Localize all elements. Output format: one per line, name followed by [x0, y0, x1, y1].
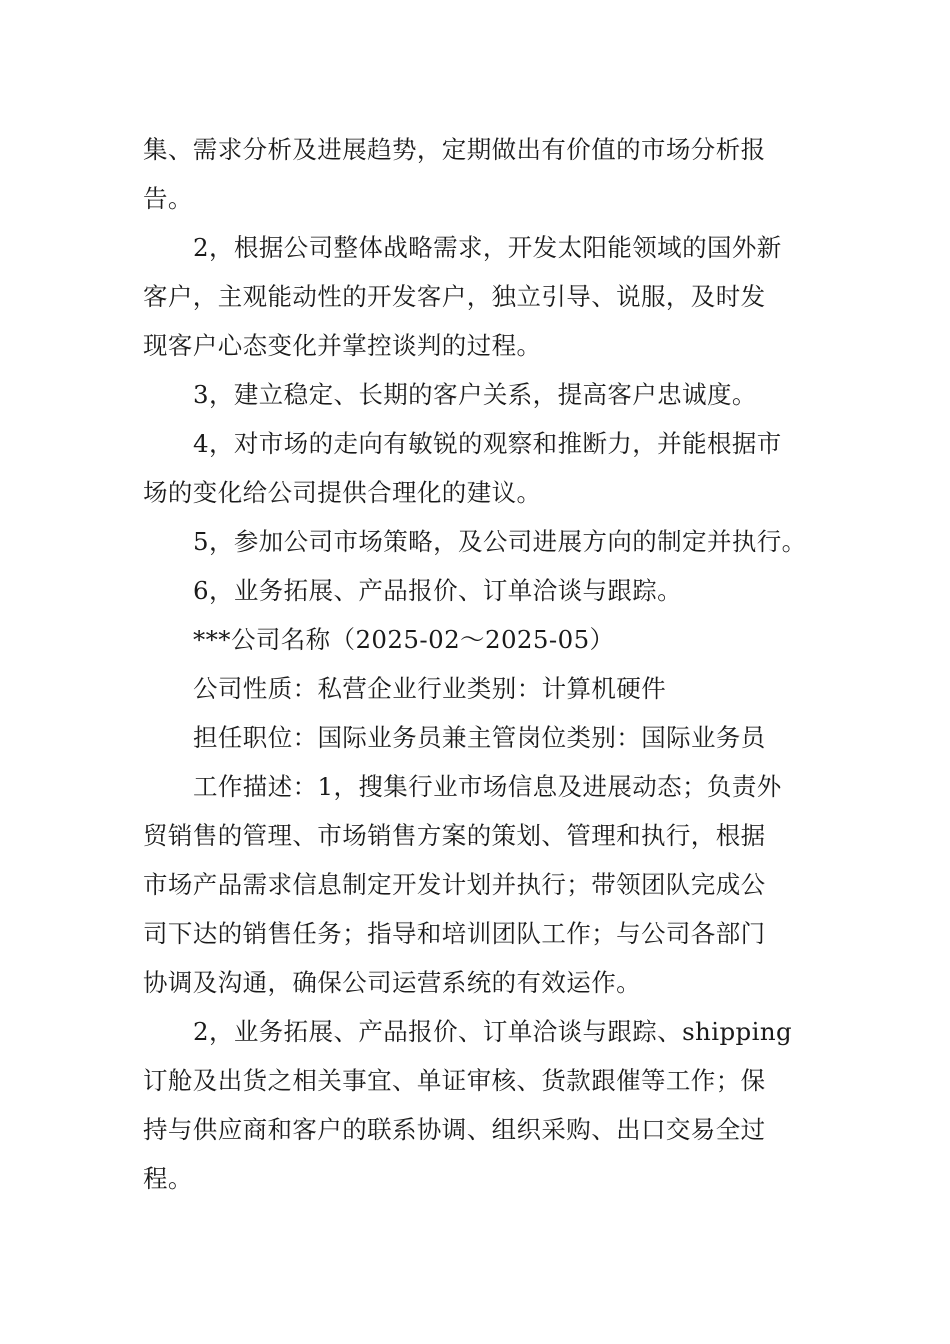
job-description-item-2 [143, 1007, 807, 1203]
text-line: 贸销售的管理、市场销售方案的策划、管理和执行，根据 [143, 821, 766, 850]
document-body [143, 125, 807, 1203]
text-line: 集、需求分析及进展趋势，定期做出有价值的市场分析报 [143, 135, 766, 164]
company-heading [143, 615, 807, 664]
text-line: 现客户心态变化并掌控谈判的过程。 [143, 331, 542, 360]
paragraph-item-3 [143, 370, 807, 419]
text-line: 5，参加公司市场策略，及公司进展方向的制定并执行。 [193, 527, 807, 556]
text-line: 工作描述：1，搜集行业市场信息及进展动态；负责外 [193, 772, 782, 801]
paragraph-item-4 [143, 419, 807, 517]
text-line: 告。 [143, 184, 193, 213]
paragraph-item-5 [143, 517, 807, 566]
text-line: 协调及沟通，确保公司运营系统的有效运作。 [143, 968, 641, 997]
text-line: 客户，主观能动性的开发客户，独立引导、说服，及时发 [143, 282, 766, 311]
text-line: 场的变化给公司提供合理化的建议。 [143, 478, 542, 507]
text-line: 订舱及出货之相关事宜、单证审核、货款跟催等工作；保 [143, 1066, 766, 1095]
text-line: 司下达的销售任务；指导和培训团队工作；与公司各部门 [143, 919, 766, 948]
text-line: 2，业务拓展、产品报价、订单洽谈与跟踪、shipping [193, 1017, 793, 1046]
paragraph-item-6 [143, 566, 807, 615]
text-line: 2，根据公司整体战略需求，开发太阳能领域的国外新 [193, 233, 782, 262]
text-line: 3，建立稳定、长期的客户关系，提高客户忠诚度。 [193, 380, 757, 409]
text-line: 市场产品需求信息制定开发计划并执行；带领团队完成公 [143, 870, 766, 899]
text-line: 程。 [143, 1164, 193, 1193]
text-line: 6，业务拓展、产品报价、订单洽谈与跟踪。 [193, 576, 683, 605]
paragraph-continuation [143, 125, 807, 223]
job-position [143, 713, 807, 762]
text-line: ***公司名称（2025-02～2025-05） [193, 625, 615, 654]
text-line: 担任职位：国际业务员兼主管岗位类别：国际业务员 [193, 723, 766, 752]
text-line: 持与供应商和客户的联系协调、组织采购、出口交易全过 [143, 1115, 766, 1144]
company-nature [143, 664, 807, 713]
job-description [143, 762, 807, 1007]
text-line: 4，对市场的走向有敏锐的观察和推断力，并能根据市 [193, 429, 782, 458]
paragraph-item-2 [143, 223, 807, 370]
text-line: 公司性质：私营企业行业类别：计算机硬件 [193, 674, 667, 703]
